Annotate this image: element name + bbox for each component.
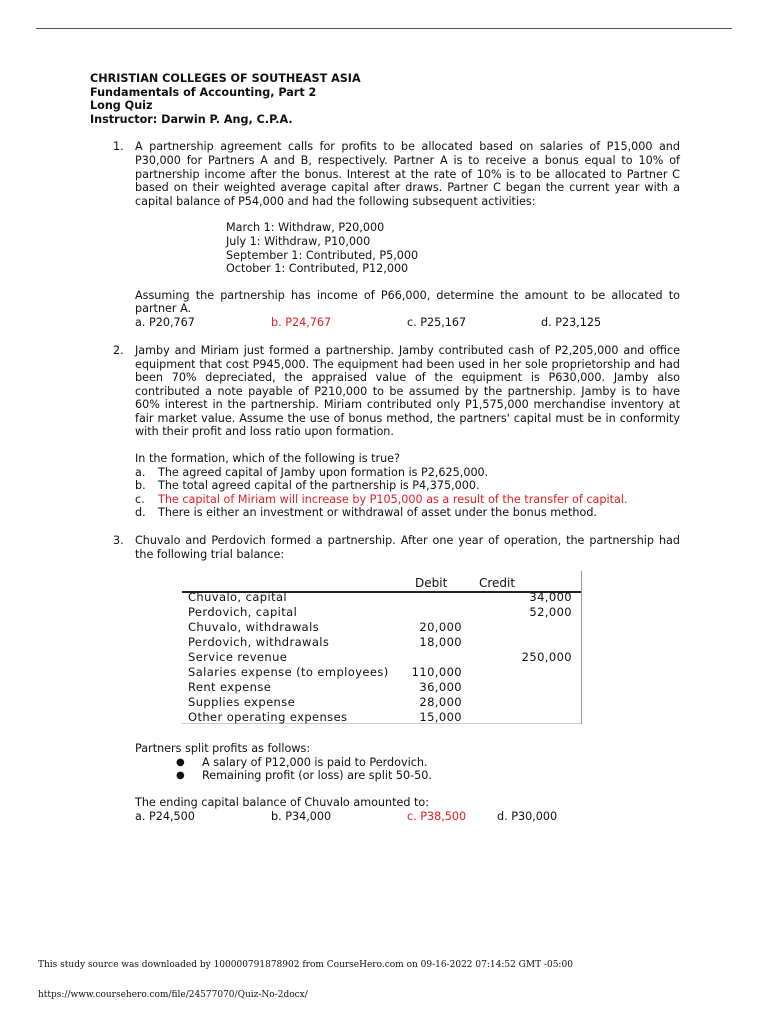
table-row	[182, 606, 581, 621]
debit-value: 18,000	[419, 635, 462, 650]
credit-value: 250,000	[521, 650, 572, 665]
table-row	[182, 711, 581, 726]
question-number: 1.	[113, 140, 124, 154]
question-prompt: The ending capital balance of Chuvalo amounted to:	[135, 796, 430, 809]
account-name: Supplies expense	[188, 695, 296, 710]
choice-text: There is either an investment or withdrawal of asset under the bonus method.	[158, 506, 597, 520]
account-name: Chuvalo, withdrawals	[188, 620, 320, 635]
question-text: Chuvalo and Perdovich formed a partnership. After one year of operation, the partnership had the following trial balance:	[135, 534, 680, 561]
source-url: https://www.coursehero.com/file/24577070/Quiz-No-2docx/	[38, 990, 308, 1000]
question-prompt: In the formation, which of the following is true?	[135, 452, 400, 466]
bullet-list	[135, 756, 680, 783]
bullet-item	[176, 755, 680, 770]
account-name: Perdovich, capital	[188, 605, 298, 620]
choice-letter: a.	[135, 465, 146, 479]
choice-c-answer	[135, 493, 680, 507]
activity-list	[135, 221, 680, 275]
school-name: CHRISTIAN COLLEGES OF SOUTHEAST ASIA	[90, 72, 361, 85]
choice-d	[135, 506, 680, 520]
credit-value: 52,000	[529, 605, 572, 620]
question-prompt: Assuming the partnership has income of P66,000, determine the amount to be allocated to partner A.	[135, 288, 680, 316]
choice-b-answer: b. P24,767	[271, 315, 332, 329]
bullet-icon: ●	[176, 770, 185, 782]
account-name: Other operating expenses	[188, 710, 348, 725]
choice-c-answer: c. P38,500	[407, 809, 467, 823]
choice-c: c. P25,167	[407, 315, 467, 329]
question-text: A partnership agreement calls for profits to be allocated based on salaries of P15,000 and P30,000 for Partners A and B, respectively. Partner A is to receive a bonus equal to 10% of partnership income after the bonus. Interest at the rate of 10% is to be allocated to Partner C based on their weighted average capital after draws. Partner C began the current year with a capital balance of P54,000 and had the following subsequent activities:	[135, 140, 680, 208]
exam-title: Long Quiz	[90, 99, 153, 113]
choices	[135, 316, 680, 330]
bullet-item	[176, 769, 680, 783]
top-rule	[36, 28, 732, 29]
instructor-name: Instructor: Darwin P. Ang, C.P.A.	[90, 112, 293, 126]
question-number: 2.	[113, 343, 124, 357]
activity-item: October 1: Contributed, P12,000	[226, 262, 409, 276]
table-row	[182, 681, 581, 696]
split-intro: Partners split profits as follows:	[135, 742, 311, 756]
choice-text: The agreed capital of Jamby upon formation is P2,625,000.	[158, 465, 489, 479]
account-name: Perdovich, withdrawals	[188, 635, 330, 650]
choice-a: a. P24,500	[135, 809, 195, 823]
account-name: Rent expense	[188, 680, 272, 695]
bullet-icon: ●	[176, 756, 185, 768]
debit-value: 20,000	[419, 620, 462, 635]
trial-balance	[135, 571, 680, 729]
table-row	[182, 696, 581, 711]
choice-a	[135, 466, 680, 480]
quiz-page	[90, 72, 680, 824]
credit-header: Credit	[479, 576, 516, 591]
activity-item: March 1: Withdraw, P20,000	[226, 221, 385, 235]
download-notice: This study source was downloaded by 100000791878902 from CourseHero.com on 09-16-2022 07:14:52 GMT -05:00	[38, 960, 573, 970]
debit-value: 28,000	[419, 695, 462, 710]
trial-balance-table	[182, 571, 582, 724]
question-number: 3.	[113, 534, 124, 548]
choice-text: The total agreed capital of the partnership is P4,375,000.	[158, 479, 480, 493]
question-2	[90, 344, 680, 520]
table-row	[182, 636, 581, 651]
choice-a: a. P20,767	[135, 315, 195, 329]
bullet-text: Remaining profit (or loss) are split 50-50.	[202, 769, 432, 783]
choice-b	[135, 479, 680, 493]
table-row	[182, 621, 581, 636]
table-row	[182, 591, 581, 606]
choice-letter: d.	[135, 506, 146, 520]
table-row	[182, 651, 581, 666]
account-name: Service revenue	[188, 650, 288, 665]
credit-value: 34,000	[529, 590, 572, 605]
choice-text: The capital of Miriam will increase by P105,000 as a result of the transfer of capital.	[158, 492, 628, 506]
choice-d: d. P30,000	[497, 809, 558, 823]
choice-d: d. P23,125	[541, 315, 602, 329]
course-title: Fundamentals of Accounting, Part 2	[90, 85, 317, 99]
bullet-text: A salary of P12,000 is paid to Perdovich.	[202, 755, 428, 769]
account-name: Chuvalo, capital	[188, 590, 288, 605]
debit-value: 36,000	[419, 680, 462, 695]
activity-item: September 1: Contributed, P5,000	[226, 248, 419, 262]
document-header	[90, 72, 680, 126]
choice-letter: b.	[135, 479, 146, 493]
choice-letter: c.	[135, 492, 145, 506]
account-name: Salaries expense (to employees)	[188, 665, 389, 680]
table-row	[182, 666, 581, 681]
debit-header: Debit	[415, 576, 448, 591]
debit-value: 15,000	[419, 710, 462, 725]
choices	[135, 810, 680, 824]
activity-item: July 1: Withdraw, P10,000	[226, 234, 371, 248]
question-1	[90, 140, 680, 330]
debit-value: 110,000	[411, 665, 462, 680]
question-text: Jamby and Miriam just formed a partnership. Jamby contributed cash of P2,205,000 and office equipment that cost P945,000. The equipment had been used in her sole proprietorship and had been 70% depreciated, the appraised value of the equipment is P630,000. Jamby also contributed a note payable of P210,000 to be assumed by the partnership. Jamby is to have 60% interest in the partnership. Miriam contributed only P1,575,000 merchandise inventory at fair market value. Assume the use of bonus method, the partners' capital must be in conformity with their profit and loss ratio upon formation.	[135, 343, 680, 439]
question-3	[90, 534, 680, 824]
choice-b: b. P34,000	[271, 809, 332, 823]
